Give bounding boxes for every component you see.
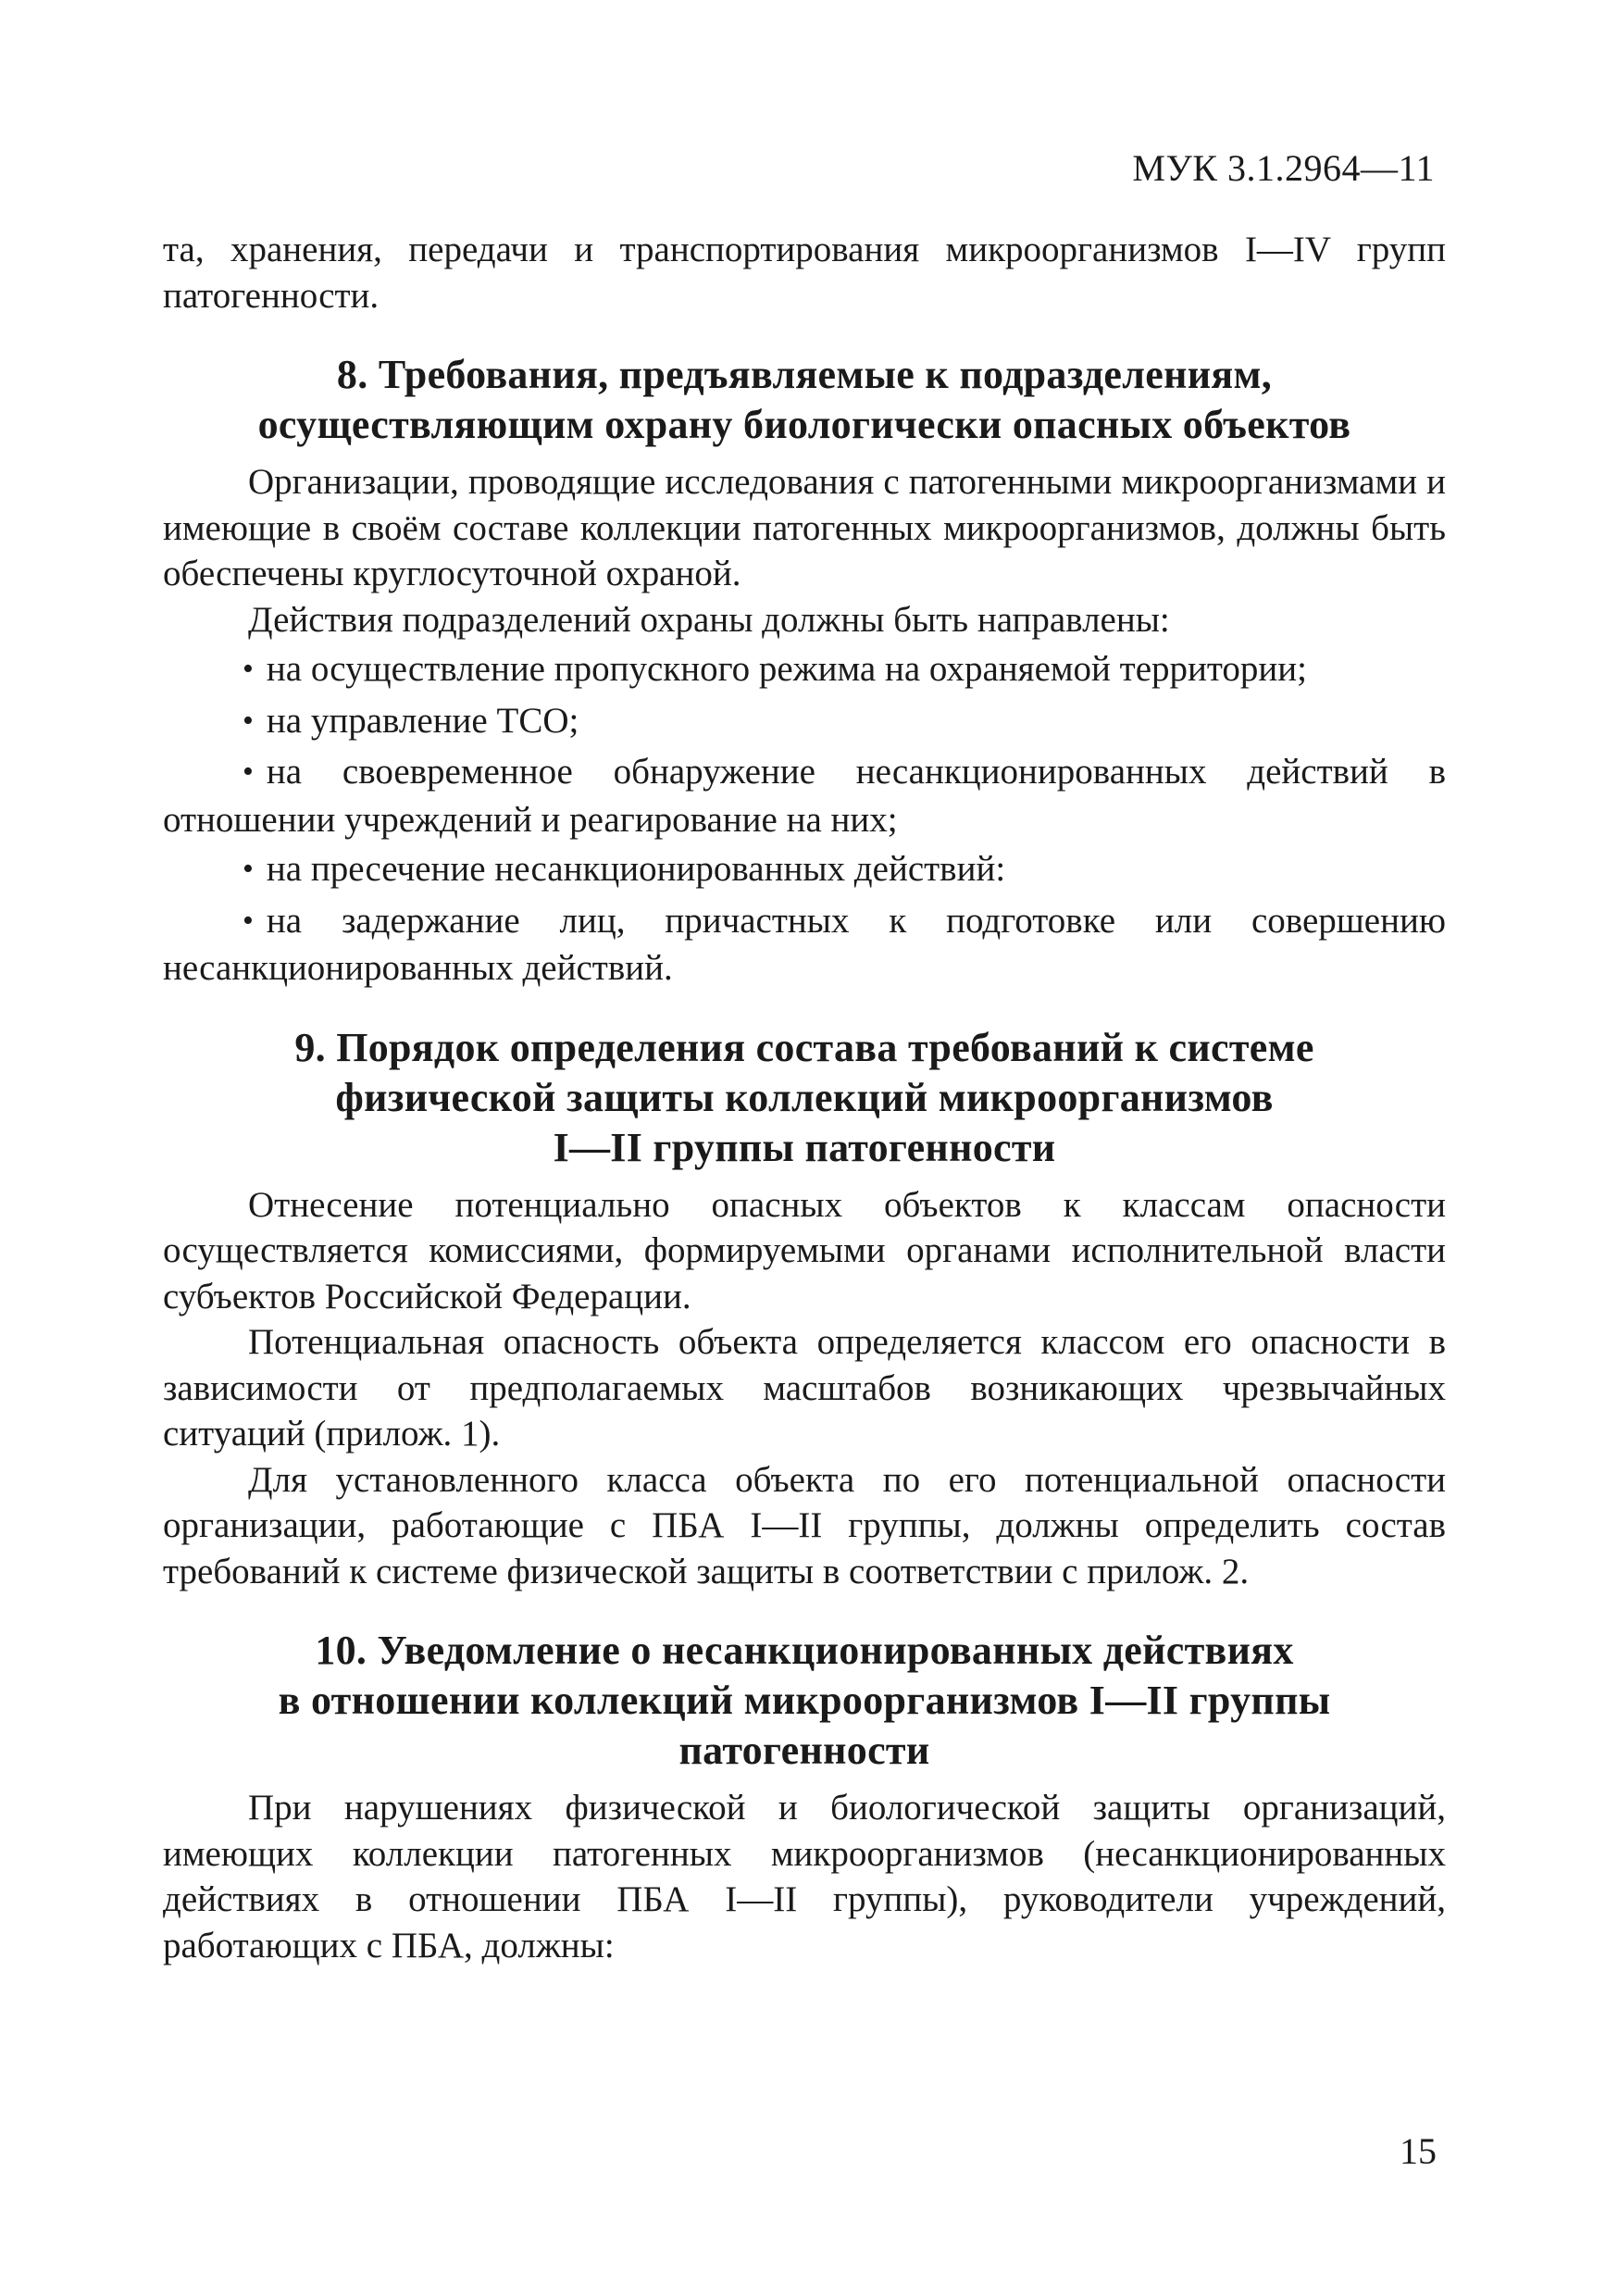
section-8-heading-line-1: 8. Требования, предъявляемые к подразделениям, [336, 352, 1273, 397]
section-9-heading-line-2: физической защиты коллекций микроорганизмов [335, 1074, 1274, 1120]
section-8-heading-line-2: осуществляющим охрану биологически опасных объектов [257, 402, 1351, 447]
section-8-bullet-4: • на пресечение несанкционированных действий: [163, 846, 1446, 894]
section-8-heading [163, 350, 1446, 450]
section-9-heading [163, 1023, 1446, 1173]
section-8-paragraph-1: Организации, проводящие исследования с патогенными микроорганизмами и имеющие в своём составе коллекции патогенных микроорганизмов, должны быть обеспечены круглосуточной охраной. [163, 462, 1446, 593]
section-9-paragraph-1: Отнесение потенциально опасных объектов к классам опасности осуществляется комиссиями, формируемыми органами исполнительной власти субъектов Российской Федерации. [163, 1184, 1446, 1316]
intro-paragraph: та, хранения, передачи и транспортирования микроорганизмов I—IV групп патогенности. [163, 230, 1446, 316]
section-10-heading-line-2: в отношении коллекций микроорганизмов I—II группы [278, 1678, 1331, 1723]
page-number: 15 [1400, 2130, 1437, 2172]
section-9-paragraph-2: Потенциальная опасность объекта определяется классом его опасности в зависимости от предполагаемых масштабов возникающих чрезвычайных ситуаций (прилож. 1). [163, 1322, 1446, 1454]
section-10-heading-line-1: 10. Уведомление о несанкционированных действиях [315, 1628, 1294, 1673]
section-10-heading [163, 1626, 1446, 1776]
section-10-paragraph-1: При нарушениях физической и биологической защиты организаций, имеющих коллекции патогенных микроорганизмов (несанкционированных действиях в отношении ПБА I—II группы), руководители учреждений, работающих с ПБА, должны: [163, 1788, 1446, 1965]
section-8-bullet-3: • на своевременное обнаружение несанкционированных действий в отношении учреждений и реагирование на них; [163, 749, 1446, 842]
section-9-paragraph-3: Для установленного класса объекта по его потенциальной опасности организации, работающие с ПБА I—II группы, должны определить состав требований к системе физической защиты в соответствии с прилож. 2. [163, 1459, 1446, 1591]
section-8-bullet-5: • на задержание лиц, причастных к подготовке или совершению несанкционированных действий. [163, 898, 1446, 992]
section-8-paragraph-2: Действия подразделений охраны должны быть направлены: [248, 599, 1170, 640]
document-body [163, 227, 1446, 1968]
section-9-heading-line-3: I—II группы патогенности [553, 1124, 1056, 1170]
section-9-heading-line-1: 9. Порядок определения состава требований к системе [294, 1024, 1314, 1070]
section-10-heading-line-3: патогенности [678, 1728, 930, 1773]
section-8-bullet-1: • на осуществление пропускного режима на охраняемой территории; [163, 646, 1446, 694]
document-code-header: МУК 3.1.2964—11 [1132, 147, 1435, 189]
section-8-bullet-2: • на управление ТСО; [163, 698, 1446, 746]
